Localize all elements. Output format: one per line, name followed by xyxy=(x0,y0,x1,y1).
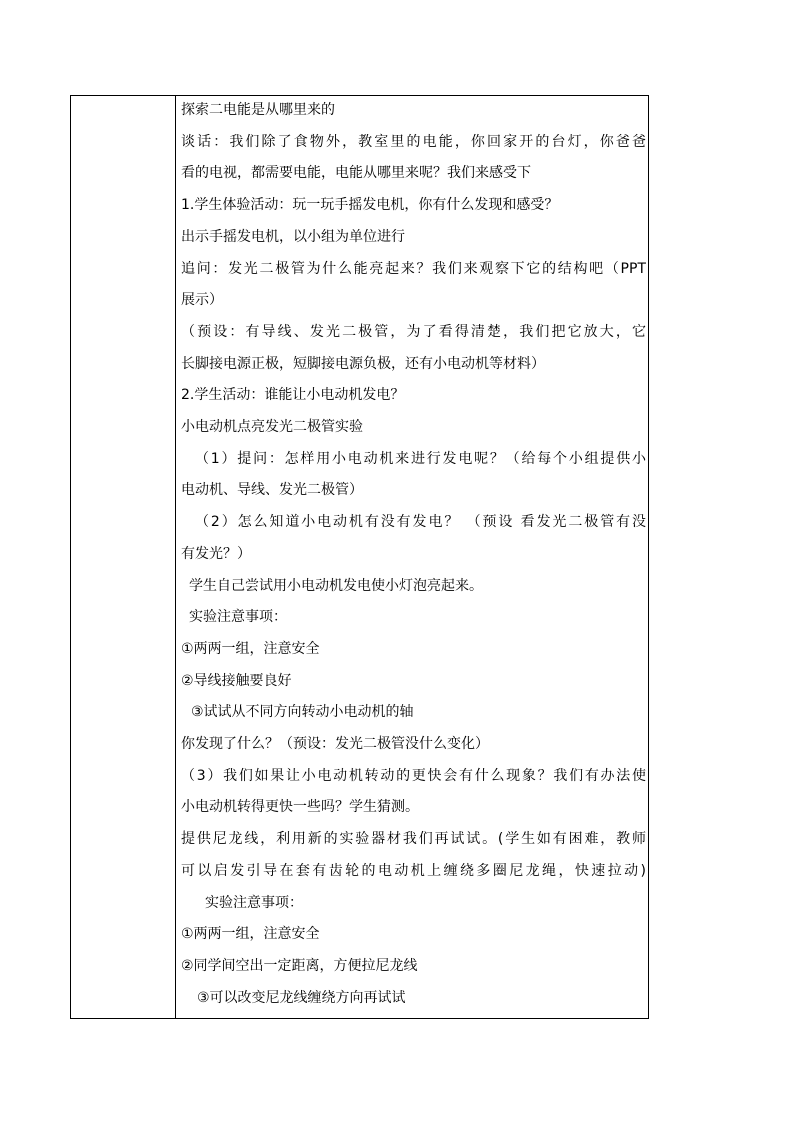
content-line: 提供尼龙线，利用新的实验器材我们再试试。(学生如有困难，教师 xyxy=(181,831,646,848)
content-line: 小电动机点亮发光二极管实验 xyxy=(181,419,363,435)
lesson-table xyxy=(70,95,649,1019)
content-line: 探索二电能是从哪里来的 xyxy=(181,102,335,118)
content-line: 小电动机转得更快一些吗？学生猜测。 xyxy=(181,799,419,816)
content-line: ①两两一组，注意安全 xyxy=(181,640,320,657)
content-line: 有发光？） xyxy=(181,545,251,562)
table-left-column xyxy=(71,96,176,1018)
content-line: 电动机、导线、发光二极管） xyxy=(181,482,363,499)
content-line: 2.学生活动：谁能让小电动机发电？ xyxy=(181,387,405,404)
content-line: （3）我们如果让小电动机转动的更快会有什么现象？我们有办法使 xyxy=(181,767,646,784)
content-line: 长脚接电源正极，短脚接电源负极，还有小电动机等材料） xyxy=(181,355,545,372)
content-line: （预设：有导线、发光二极管，为了看得清楚，我们把它放大，它 xyxy=(181,323,646,340)
content-line: （1）提问：怎样用小电动机来进行发电呢？（给每个小组提供小 xyxy=(195,450,646,467)
content-line: 追问：发光二极管为什么能亮起来？我们来观察下它的结构吧（PPT xyxy=(181,260,646,277)
content-line: （2）怎么知道小电动机有没有发电？ （预设 看发光二极管有没 xyxy=(195,514,646,531)
content-line: ③可以改变尼龙线缠绕方向再试试 xyxy=(197,989,406,1006)
content-line: 展示） xyxy=(181,292,223,309)
content-line: 谈话：我们除了食物外，教室里的电能，你回家开的台灯，你爸爸 xyxy=(181,133,646,150)
content-line: 你发现了什么？（预设：发光二极管没什么变化） xyxy=(181,736,489,752)
content-line: 实验注意事项： xyxy=(205,894,303,911)
content-line: ①两两一组，注意安全 xyxy=(181,926,320,943)
content-line: 学生自己尝试用小电动机发电使小灯泡亮起来。 xyxy=(189,577,483,594)
content-line: ②导线接触要良好 xyxy=(181,672,292,689)
content-line: ③试试从不同方向转动小电动机的轴 xyxy=(191,704,414,721)
content-line: 看的电视，都需要电能，电能从哪里来呢？我们来感受下 xyxy=(181,165,531,182)
table-content-column xyxy=(176,96,648,1018)
content-line: 实验注意事项： xyxy=(189,609,287,626)
content-line: 可以启发引导在套有齿轮的电动机上缠绕多圈尼龙绳，快速拉动) xyxy=(181,862,646,879)
content-line: 出示手摇发电机，以小组为单位进行 xyxy=(181,228,405,245)
content-line: 1.学生体验活动：玩一玩手摇发电机，你有什么发现和感受？ xyxy=(181,197,559,214)
content-line: ②同学间空出一定距离，方便拉尼龙线 xyxy=(181,957,418,974)
